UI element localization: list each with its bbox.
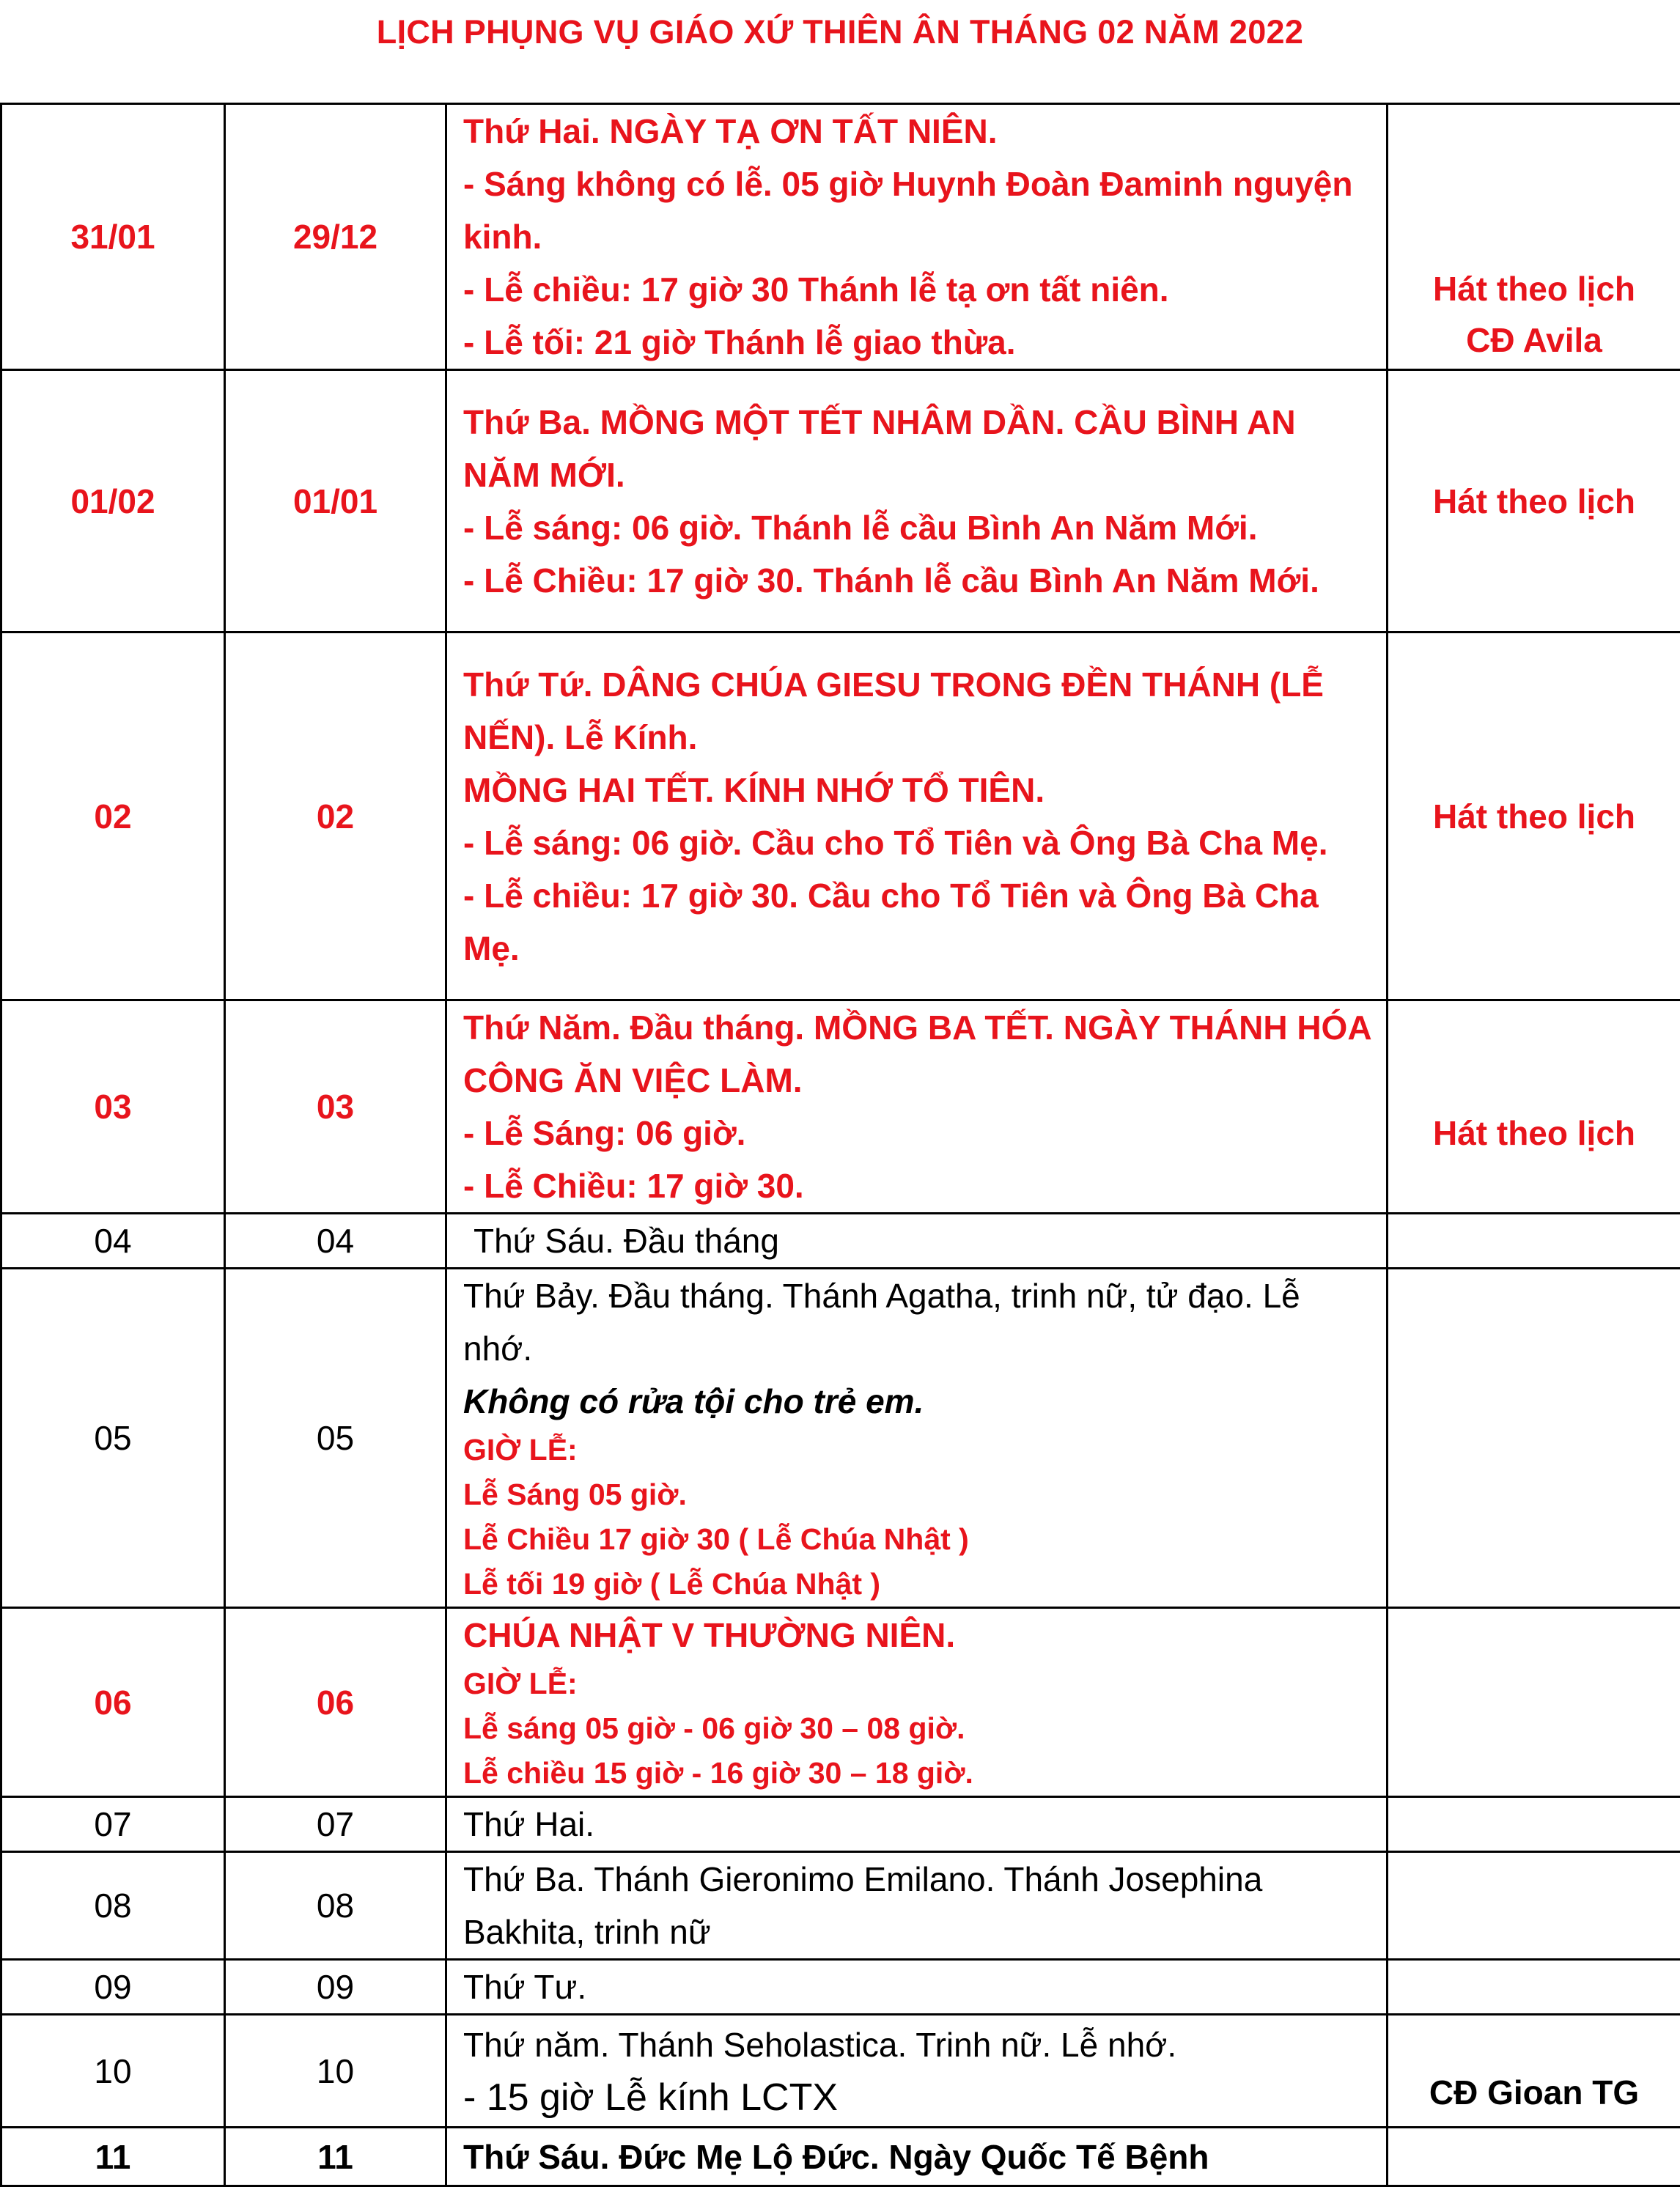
description-line: Thứ Sáu. Đức Mẹ Lộ Đức. Ngày Quốc Tế Bệnh — [463, 2131, 1377, 2183]
description-line: - Lễ chiều: 17 giờ 30 Thánh lễ tạ ơn tất niên. — [463, 263, 1377, 316]
note-line: Hát theo lịch — [1388, 1107, 1680, 1159]
table-row — [1, 633, 1680, 1000]
description-line: Thứ Tư. — [463, 1961, 1377, 2013]
description-line: Lễ tối 19 giờ ( Lễ Chúa Nhật ) — [463, 1562, 1377, 1607]
description-line: Lễ Sáng 05 giờ. — [463, 1472, 1377, 1517]
solar-date-cell: 06 — [1, 1608, 225, 1797]
description-line: - Lễ chiều: 17 giờ 30. Cầu cho Tổ Tiên và Ông Bà Cha Mẹ. — [463, 869, 1377, 975]
description-line: - Lễ tối: 21 giờ Thánh lễ giao thừa. — [463, 316, 1377, 369]
description-cell — [446, 370, 1388, 633]
description-line: Lễ Chiều 17 giờ 30 ( Lễ Chúa Nhật ) — [463, 1517, 1377, 1562]
description-line: GIỜ LỄ: — [463, 1428, 1377, 1472]
description-line: - 15 giờ Lễ kính LCTX — [463, 2071, 1377, 2124]
liturgy-schedule-table — [0, 103, 1680, 2187]
note-line: Hát theo lịch — [1388, 263, 1680, 314]
table-row — [1, 104, 1680, 370]
description-line: Thứ Ba. MỒNG MỘT TẾT NHÂM DẦN. CẦU BÌNH AN NĂM MỚI. — [463, 396, 1377, 501]
description-line: - Lễ sáng: 06 giờ. Thánh lễ cầu Bình An Năm Mới. — [463, 501, 1377, 554]
table-row — [1, 1269, 1680, 1608]
lunar-date-cell: 10 — [225, 2015, 446, 2128]
lunar-date-cell: 01/01 — [225, 370, 446, 633]
note-cell — [1388, 1797, 1680, 1852]
description-line: Thứ Sáu. Đầu tháng — [474, 1214, 1377, 1267]
note-line: CĐ Avila — [1388, 314, 1680, 366]
table-row — [1, 1960, 1680, 2015]
solar-date-cell: 31/01 — [1, 104, 225, 370]
description-cell — [446, 104, 1388, 370]
note-cell — [1388, 1000, 1680, 1214]
description-line: - Lễ Sáng: 06 giờ. — [463, 1107, 1377, 1159]
note-cell — [1388, 633, 1680, 1000]
solar-date-cell: 01/02 — [1, 370, 225, 633]
lunar-date-cell: 06 — [225, 1608, 446, 1797]
note-cell — [1388, 2015, 1680, 2128]
lunar-date-cell: 04 — [225, 1214, 446, 1269]
solar-date-cell: 08 — [1, 1852, 225, 1960]
solar-date-cell: 04 — [1, 1214, 225, 1269]
table-row — [1, 1852, 1680, 1960]
table-row — [1, 2015, 1680, 2128]
description-cell — [446, 2128, 1388, 2186]
table-row — [1, 370, 1680, 633]
description-line: Thứ năm. Thánh Seholastica. Trinh nữ. Lễ nhớ. — [463, 2018, 1377, 2071]
description-cell — [446, 633, 1388, 1000]
solar-date-cell: 07 — [1, 1797, 225, 1852]
note-cell — [1388, 1214, 1680, 1269]
description-line: Thứ Ba. Thánh Gieronimo Emilano. Thánh Josephina Bakhita, trinh nữ — [463, 1853, 1377, 1958]
description-cell — [446, 1269, 1388, 1608]
description-line: - Lễ sáng: 06 giờ. Cầu cho Tổ Tiên và Ông Bà Cha Mẹ. — [463, 816, 1377, 869]
note-cell — [1388, 1608, 1680, 1797]
description-line: - Lễ Chiều: 17 giờ 30. — [463, 1159, 1377, 1212]
description-line: Thứ Bảy. Đầu tháng. Thánh Agatha, trinh nữ, tử đạo. Lễ nhớ. — [463, 1269, 1377, 1375]
note-cell — [1388, 104, 1680, 370]
description-line: MỒNG HAI TẾT. KÍNH NHỚ TỔ TIÊN. — [463, 764, 1377, 816]
lunar-date-cell: 08 — [225, 1852, 446, 1960]
lunar-date-cell: 09 — [225, 1960, 446, 2015]
description-line: Lễ sáng 05 giờ - 06 giờ 30 – 08 giờ. — [463, 1706, 1377, 1751]
description-cell — [446, 1852, 1388, 1960]
table-row — [1, 2128, 1680, 2186]
table-row — [1, 1608, 1680, 1797]
table-row — [1, 1214, 1680, 1269]
description-cell — [446, 1214, 1388, 1269]
description-cell — [446, 1960, 1388, 2015]
description-line: Thứ Hai. NGÀY TẠ ƠN TẤT NIÊN. — [463, 105, 1377, 158]
table-row — [1, 1000, 1680, 1214]
description-line: CHÚA NHẬT V THƯỜNG NIÊN. — [463, 1609, 1377, 1662]
description-line: GIỜ LỄ: — [463, 1662, 1377, 1706]
solar-date-cell: 03 — [1, 1000, 225, 1214]
table-row — [1, 1797, 1680, 1852]
lunar-date-cell: 03 — [225, 1000, 446, 1214]
description-line: Thứ Tứ. DÂNG CHÚA GIESU TRONG ĐỀN THÁNH (LỄ NẾN). Lễ Kính. — [463, 658, 1377, 764]
solar-date-cell: 11 — [1, 2128, 225, 2186]
note-line: CĐ Gioan TG — [1388, 2066, 1680, 2119]
lunar-date-cell: 05 — [225, 1269, 446, 1608]
note-cell — [1388, 1269, 1680, 1608]
description-line: Thứ Năm. Đầu tháng. MỒNG BA TẾT. NGÀY THÁNH HÓA CÔNG ĂN VIỆC LÀM. — [463, 1001, 1377, 1107]
description-cell — [446, 1797, 1388, 1852]
description-line: - Sáng không có lễ. 05 giờ Huynh Đoàn Đaminh nguyện kinh. — [463, 158, 1377, 263]
solar-date-cell: 02 — [1, 633, 225, 1000]
note-cell — [1388, 370, 1680, 633]
solar-date-cell: 05 — [1, 1269, 225, 1608]
note-cell — [1388, 1960, 1680, 2015]
note-cell — [1388, 2128, 1680, 2186]
lunar-date-cell: 29/12 — [225, 104, 446, 370]
description-line: Không có rửa tội cho trẻ em. — [463, 1375, 1377, 1428]
lunar-date-cell: 02 — [225, 633, 446, 1000]
description-line: Thứ Hai. — [463, 1798, 1377, 1851]
solar-date-cell: 10 — [1, 2015, 225, 2128]
description-line: Lễ chiều 15 giờ - 16 giờ 30 – 18 giờ. — [463, 1751, 1377, 1796]
note-cell — [1388, 1852, 1680, 1960]
lunar-date-cell: 07 — [225, 1797, 446, 1852]
description-cell — [446, 1608, 1388, 1797]
description-line: - Lễ Chiều: 17 giờ 30. Thánh lễ cầu Bình An Năm Mới. — [463, 554, 1377, 607]
solar-date-cell: 09 — [1, 1960, 225, 2015]
description-cell — [446, 1000, 1388, 1214]
note-line: Hát theo lịch — [1388, 475, 1680, 528]
lunar-date-cell: 11 — [225, 2128, 446, 2186]
description-cell — [446, 2015, 1388, 2128]
note-line: Hát theo lịch — [1388, 790, 1680, 843]
page-title: LỊCH PHỤNG VỤ GIÁO XỨ THIÊN ÂN THÁNG 02 NĂM 2022 — [0, 13, 1680, 51]
